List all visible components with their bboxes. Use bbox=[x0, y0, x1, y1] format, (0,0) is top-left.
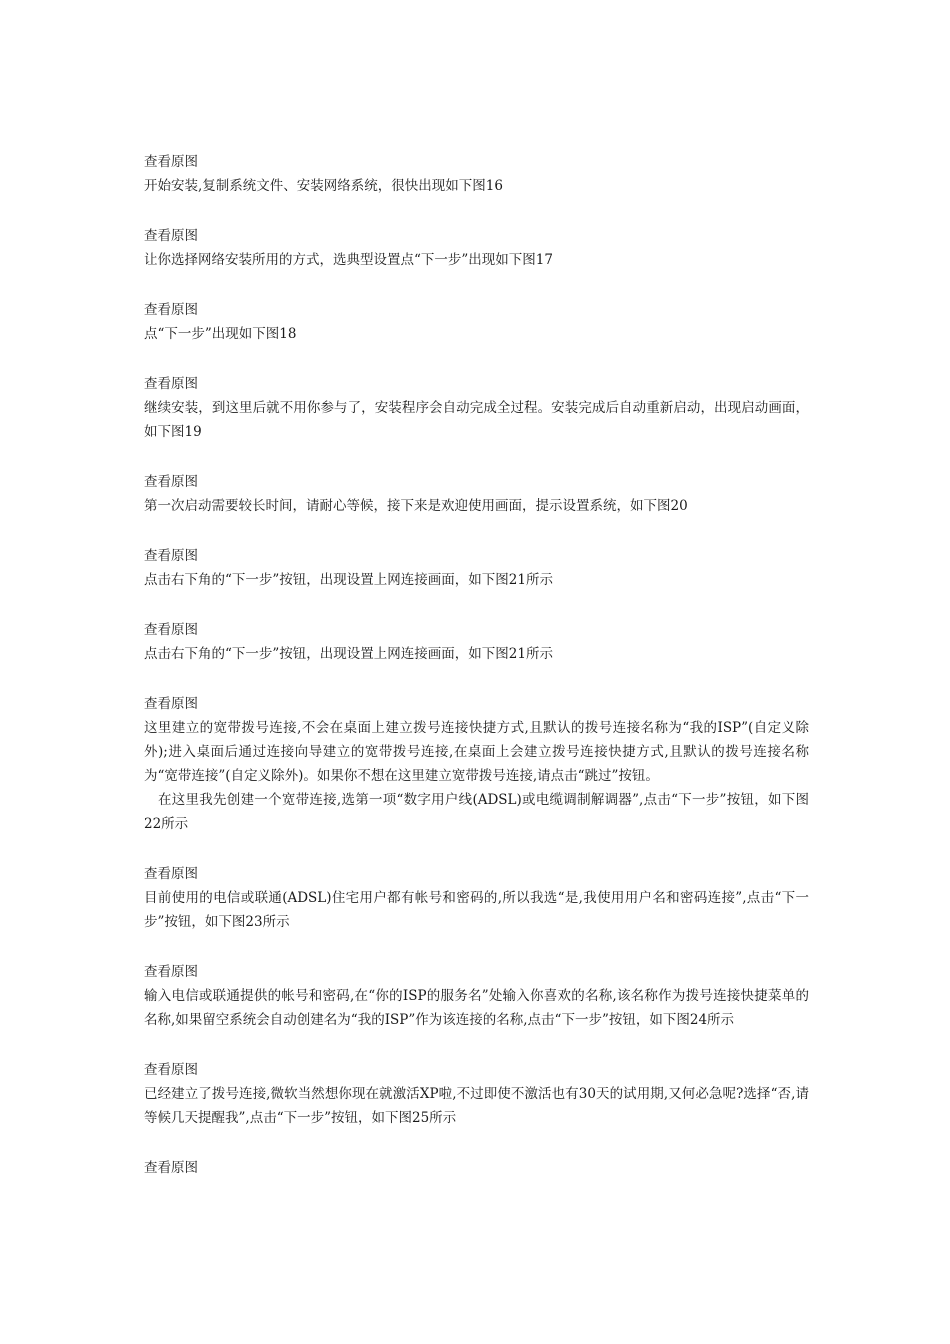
view-original-image-link[interactable]: 查看原图 bbox=[144, 548, 198, 564]
paragraph: 第一次启动需要较长时间，请耐心等候，接下来是欢迎使用画面，提示设置系统，如下图20 bbox=[144, 498, 688, 514]
step-block-17 bbox=[144, 224, 809, 272]
paragraph: 输入电信或联通提供的帐号和密码,在“你的ISP的服务名”处输入你喜欢的名称,该名称作为拨号连接快捷菜单的名称,如果留空系统会自动创建名为“我的ISP”作为该连接的名称,点击“下一步”按钮，如下图24所示 bbox=[144, 988, 809, 1028]
paragraph: 继续安装，到这里后就不用你参与了，安装程序会自动完成全过程。安装完成后自动重新启动，出现启动画面，如下图19 bbox=[144, 400, 809, 440]
paragraph: 已经建立了拨号连接,微软当然想你现在就激活XP啦,不过即使不激活也有30天的试用期,又何必急呢?选择“否,请等候几天提醒我”,点击“下一步”按钮，如下图25所示 bbox=[144, 1086, 809, 1126]
view-original-image-link[interactable]: 查看原图 bbox=[144, 964, 198, 980]
paragraph: 目前使用的电信或联通(ADSL)住宅用户都有帐号和密码的,所以我选“是,我使用用户名和密码连接”,点击“下一步”按钮，如下图23所示 bbox=[144, 890, 809, 930]
view-original-image-link[interactable]: 查看原图 bbox=[144, 154, 198, 170]
step-block-18 bbox=[144, 298, 809, 346]
step-block-24 bbox=[144, 960, 809, 1032]
step-block-16 bbox=[144, 150, 809, 198]
step-block-23 bbox=[144, 862, 809, 934]
step-block-21a bbox=[144, 544, 809, 592]
view-original-image-link[interactable]: 查看原图 bbox=[144, 474, 198, 490]
paragraph: 开始安装,复制系统文件、安装网络系统，很快出现如下图16 bbox=[144, 178, 503, 194]
view-original-image-link[interactable]: 查看原图 bbox=[144, 866, 198, 882]
view-original-image-link[interactable]: 查看原图 bbox=[144, 1160, 198, 1176]
step-block-22 bbox=[144, 692, 809, 836]
step-block-19 bbox=[144, 372, 809, 444]
view-original-image-link[interactable]: 查看原图 bbox=[144, 622, 198, 638]
view-original-image-link[interactable]: 查看原图 bbox=[144, 1062, 198, 1078]
step-block-20 bbox=[144, 470, 809, 518]
view-original-image-link[interactable]: 查看原图 bbox=[144, 376, 198, 392]
document-body bbox=[144, 150, 809, 1206]
step-block-21b bbox=[144, 618, 809, 666]
paragraph: 点击右下角的“下一步”按钮，出现设置上网连接画面，如下图21所示 bbox=[144, 646, 553, 662]
view-original-image-link[interactable]: 查看原图 bbox=[144, 696, 198, 712]
paragraph: 这里建立的宽带拨号连接,不会在桌面上建立拨号连接快捷方式,且默认的拨号连接名称为“我的ISP”(自定义除外);进入桌面后通过连接向导建立的宽带拨号连接,在桌面上会建立拨号连接快捷方式,且默认的拨号连接名称为“宽带连接”(自定义除外)。如果你不想在这里建立宽带拨号连接,请点击“跳过”按钮。 bbox=[144, 720, 809, 784]
paragraph: 在这里我先创建一个宽带连接,选第一项“数字用户线(ADSL)或电缆调制解调器”,点击“下一步”按钮，如下图22所示 bbox=[144, 792, 809, 832]
paragraph: 让你选择网络安装所用的方式，选典型设置点“下一步”出现如下图17 bbox=[144, 252, 553, 268]
view-original-image-link[interactable]: 查看原图 bbox=[144, 228, 198, 244]
view-original-image-link[interactable]: 查看原图 bbox=[144, 302, 198, 318]
paragraph: 点“下一步”出现如下图18 bbox=[144, 326, 297, 342]
paragraph: 点击右下角的“下一步”按钮，出现设置上网连接画面，如下图21所示 bbox=[144, 572, 553, 588]
step-block-25 bbox=[144, 1058, 809, 1130]
step-block-final bbox=[144, 1156, 809, 1180]
